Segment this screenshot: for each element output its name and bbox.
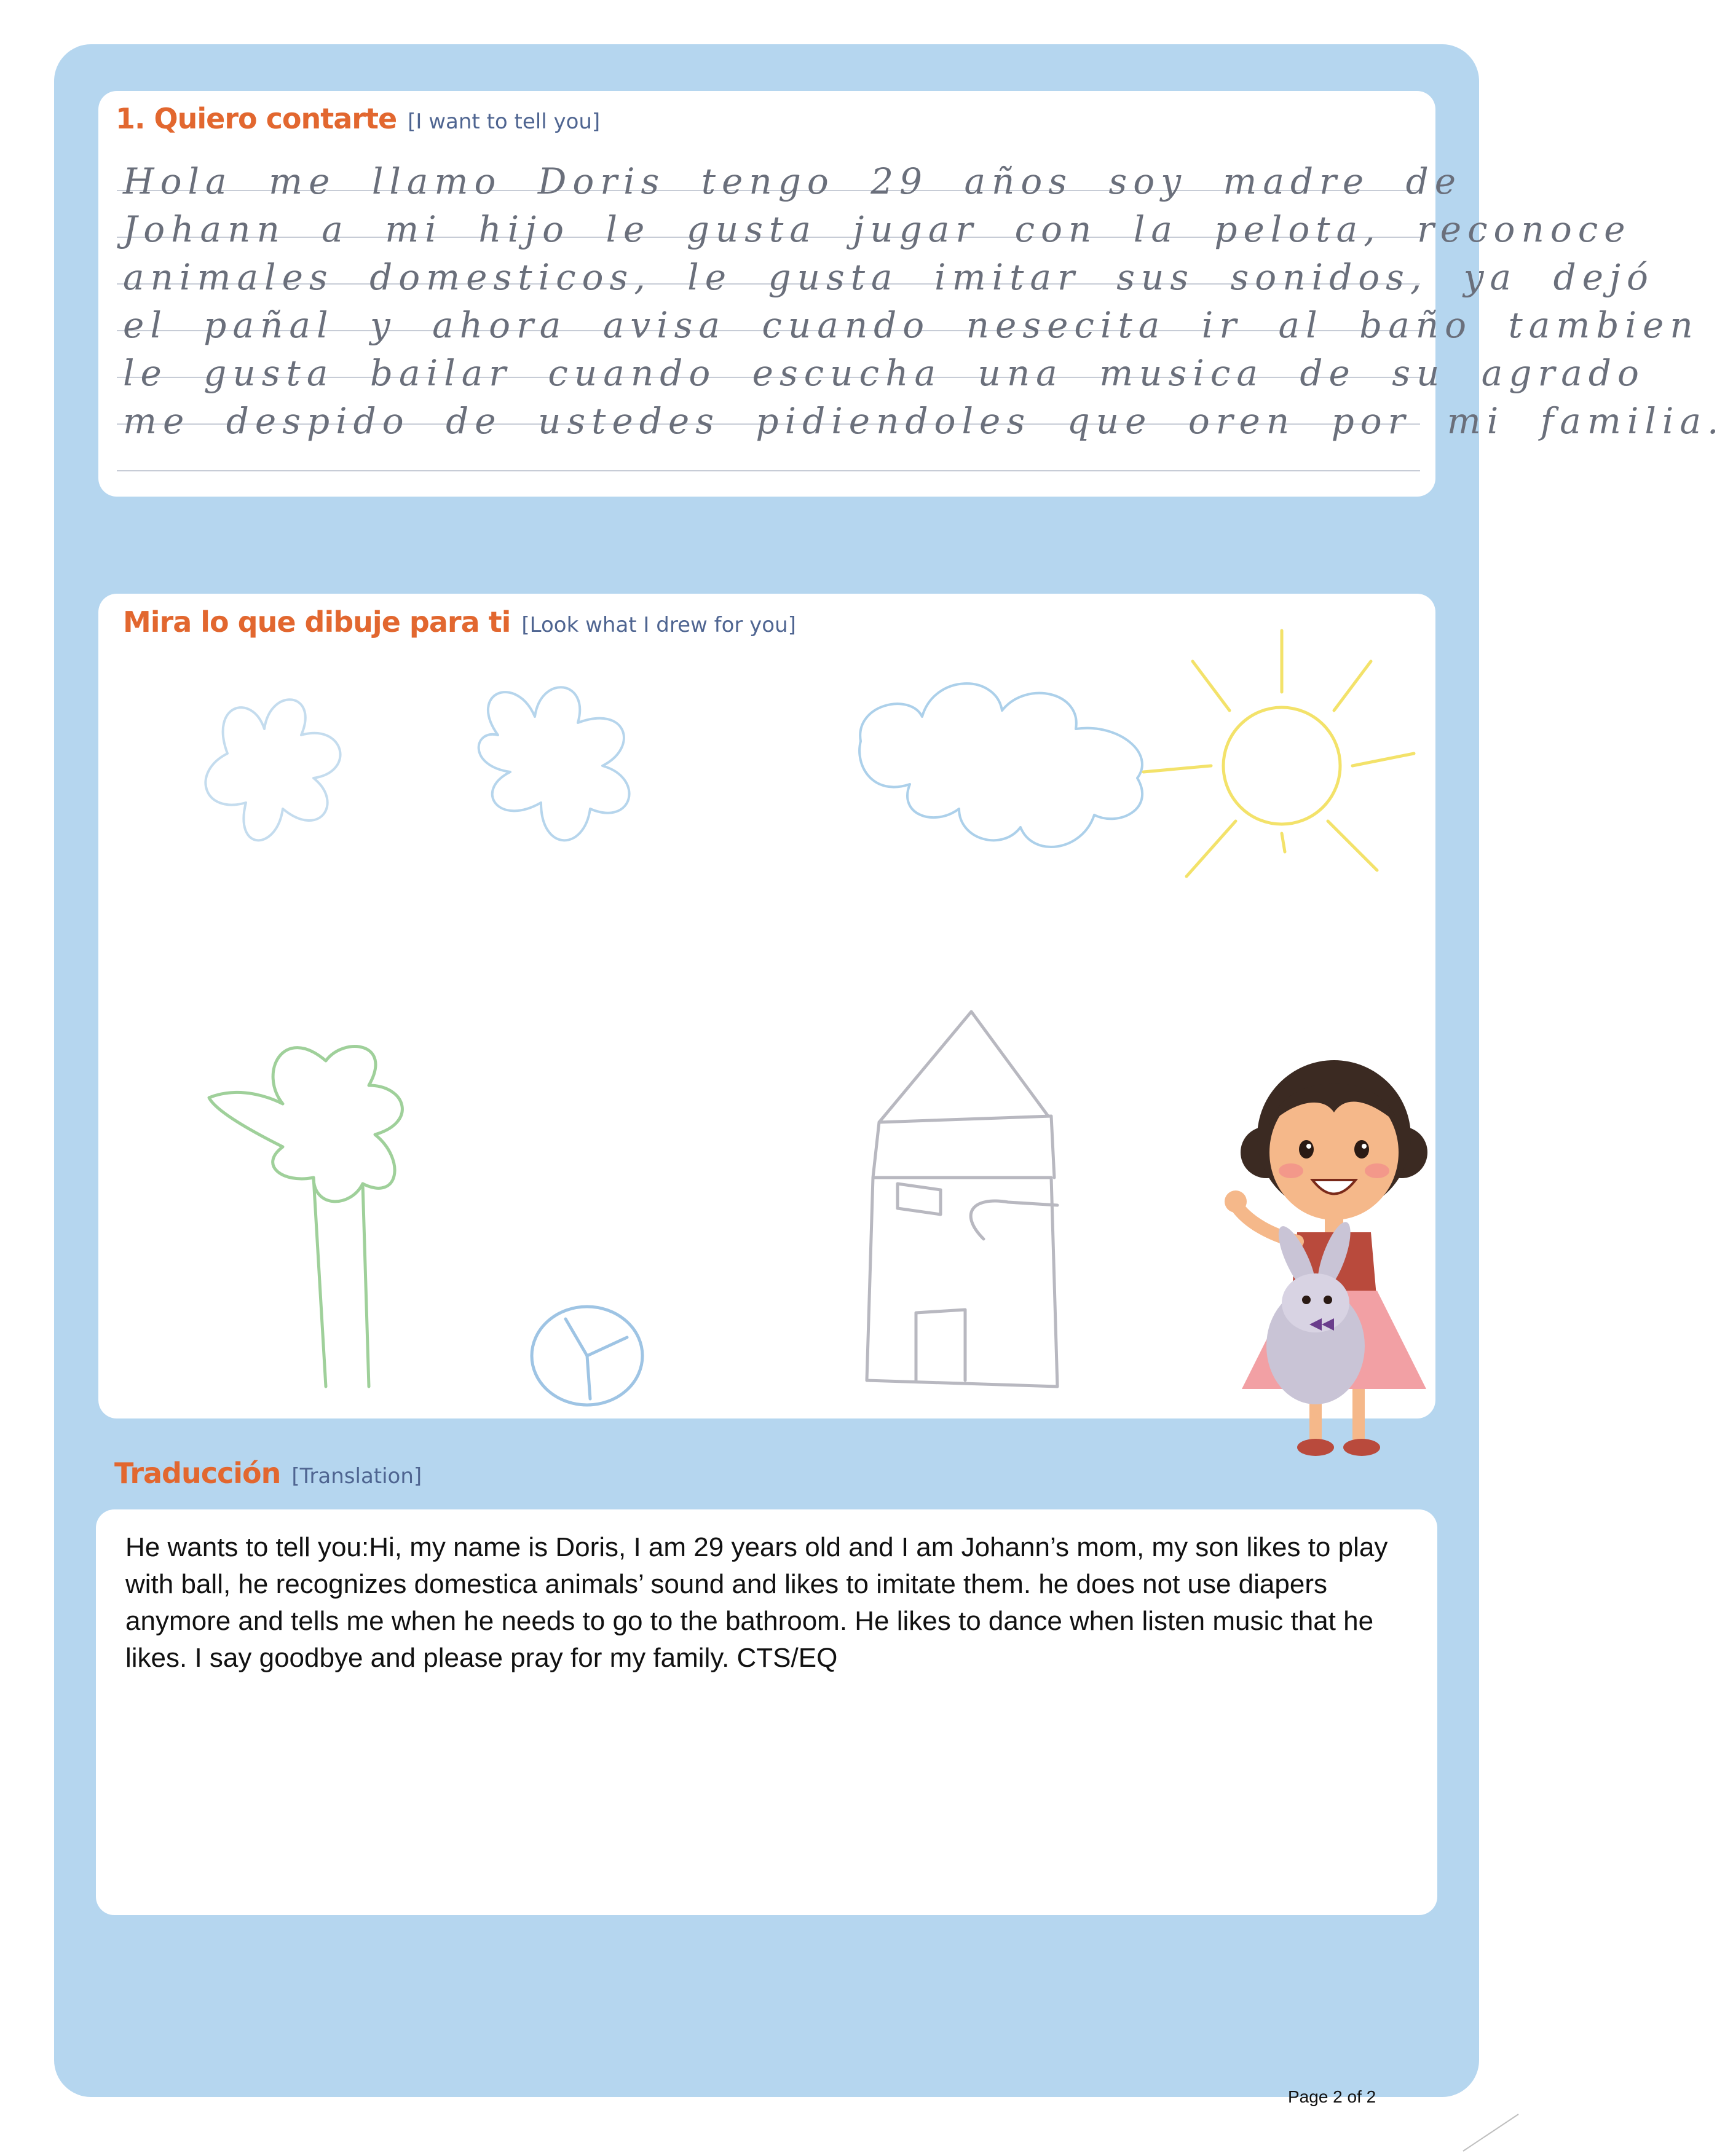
- tree-drawing: [209, 1047, 402, 1387]
- drawing-heading-spanish: Mira lo que dibuje para ti: [123, 605, 511, 639]
- translation-text: He wants to tell you:Hi, my name is Doris, I am 29 years old and I am Johann’s mom, my son likes to play with ball, he recognizes domestica animals’ sound and likes to imitate them. he does not use diapers anymore and tells me when he needs to go to the bathroom. He likes to dance when listen music that he likes. I say goodbye and please pray for my family. CTS/EQ: [125, 1532, 1388, 1673]
- letter-heading-english: [I want to tell you]: [408, 109, 601, 134]
- ball-drawing: [532, 1307, 642, 1405]
- handwritten-line: el pañal y ahora avisa cuando nesecita ir al baño tambien: [123, 304, 1699, 346]
- letter-heading-spanish: 1. Quiero contarte: [116, 102, 397, 135]
- handwritten-line: le gusta bailar cuando escucha una musica de su agrado: [123, 352, 1645, 394]
- handwritten-letter: [123, 157, 1725, 445]
- translation-heading-english: [Translation]: [291, 1464, 422, 1489]
- flower-drawing: [205, 699, 340, 840]
- sun-drawing: [1143, 631, 1414, 876]
- translation-heading: [114, 1457, 422, 1490]
- drawing-heading-english: [Look what I drew for you]: [521, 613, 796, 637]
- translation-heading-spanish: Traducción: [114, 1457, 281, 1490]
- girl-with-bunny-illustration: [1223, 1045, 1445, 1463]
- flower-drawing: [479, 687, 630, 840]
- house-drawing: [867, 1012, 1057, 1387]
- scan-mark: [1457, 2108, 1525, 2156]
- handwritten-line: Hola me llamo Doris tengo 29 años soy madre de: [123, 160, 1462, 202]
- handwritten-line: Johann a mi hijo le gusta jugar con la pelota, reconoce: [123, 208, 1632, 250]
- cloud-drawing: [859, 683, 1142, 847]
- page-number: Page 2 of 2: [1288, 2087, 1376, 2106]
- letter-heading: [116, 102, 600, 135]
- handwritten-line: animales domesticos, le gusta imitar sus sonidos, ya dejó: [123, 256, 1654, 298]
- handwritten-line: me despido de ustedes pidiendoles que oren por mi familia.: [123, 400, 1725, 442]
